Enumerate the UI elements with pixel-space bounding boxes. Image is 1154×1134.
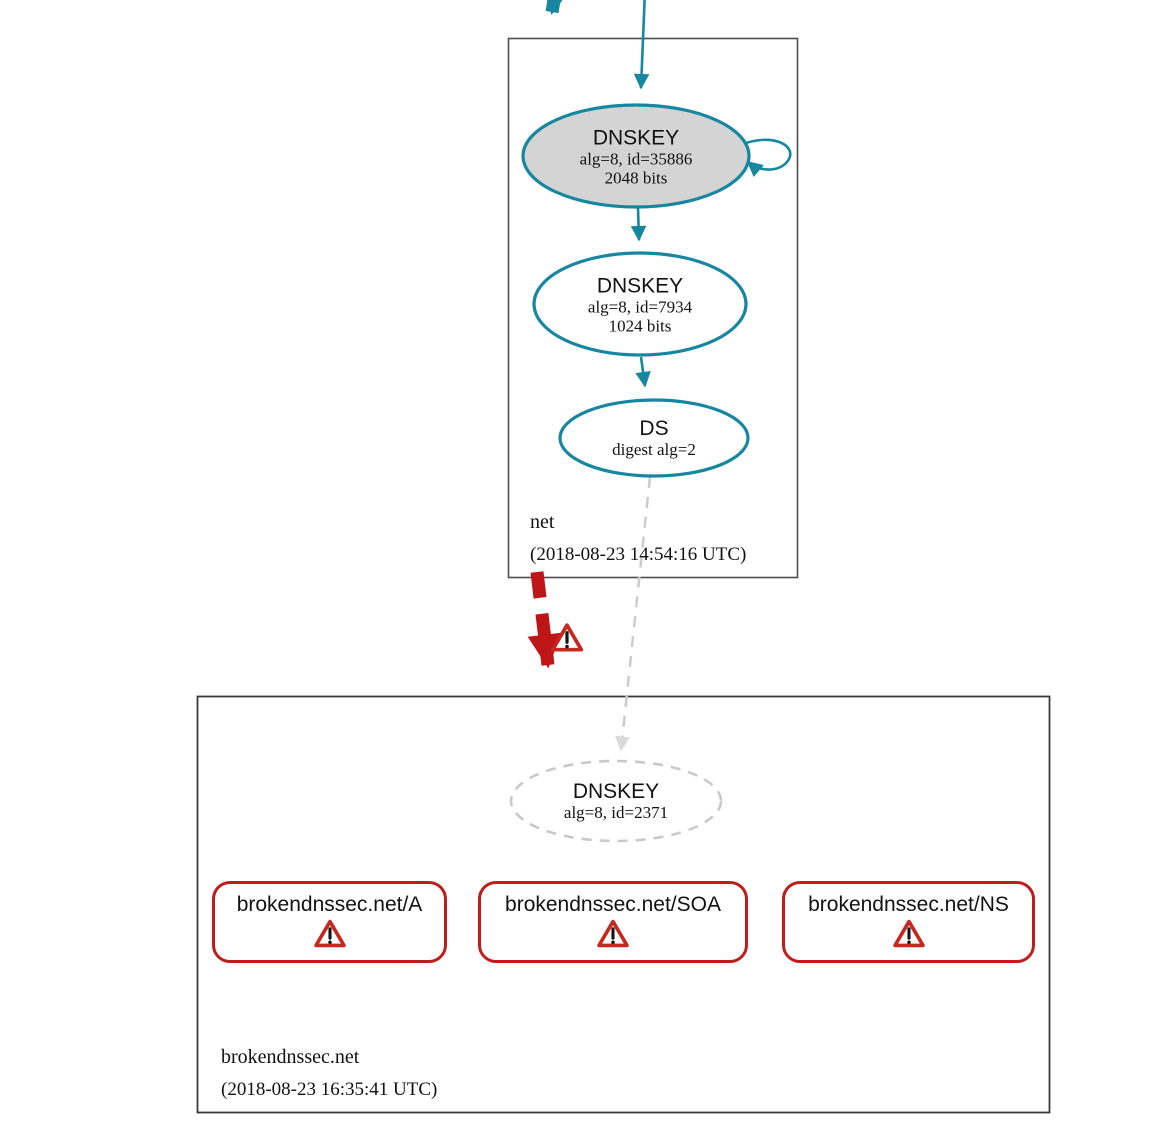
node-detail: alg=8, id=7934 xyxy=(587,297,693,317)
node-ellipse-dnskey-7934 xyxy=(534,253,746,355)
node-detail: digest alg=2 xyxy=(612,440,696,459)
node-title: DNSKEY xyxy=(592,126,680,150)
warning-icon xyxy=(550,622,584,654)
warning-icon xyxy=(313,919,347,949)
node-detail: alg=8, id=2371 xyxy=(563,803,669,822)
rrset-brokendnssec-ns xyxy=(782,881,1035,963)
node-title: DNSKEY xyxy=(596,274,684,298)
arrow-ksk-to-zsk xyxy=(638,208,639,240)
arrow-parent-ds-to-ksk xyxy=(552,0,559,12)
zone-name-net: net xyxy=(530,511,555,533)
node-ellipse-dnskey-2371 xyxy=(511,761,721,841)
warning-icon xyxy=(596,919,630,949)
node-detail: 1024 bits xyxy=(608,316,672,336)
node-ellipse-dnskey-35886 xyxy=(523,105,749,207)
zone-name-brokendnssec: brokendnssec.net xyxy=(221,1046,360,1068)
rrset-label: brokendnssec.net/A xyxy=(236,893,423,916)
rrset-brokendnssec-soa xyxy=(478,881,748,963)
rrset-label: brokendnssec.net/SOA xyxy=(505,893,721,916)
node-detail: 2048 bits xyxy=(604,168,668,188)
zone-timestamp-brokendnssec: (2018-08-23 16:35:41 UTC) xyxy=(221,1079,438,1100)
node-detail: alg=8, id=35886 xyxy=(579,149,693,169)
node-ellipse-ds xyxy=(560,400,748,476)
node-title: DNSKEY xyxy=(572,780,660,803)
warning-icon xyxy=(892,919,926,949)
rrset-label: brokendnssec.net/NS xyxy=(808,893,1009,916)
node-title: DS xyxy=(639,417,669,440)
zone-timestamp-net: (2018-08-23 14:54:16 UTC) xyxy=(530,544,747,565)
rrset-brokendnssec-a xyxy=(212,881,447,963)
arrow-net-to-brokendnssec-bogus xyxy=(537,572,548,665)
